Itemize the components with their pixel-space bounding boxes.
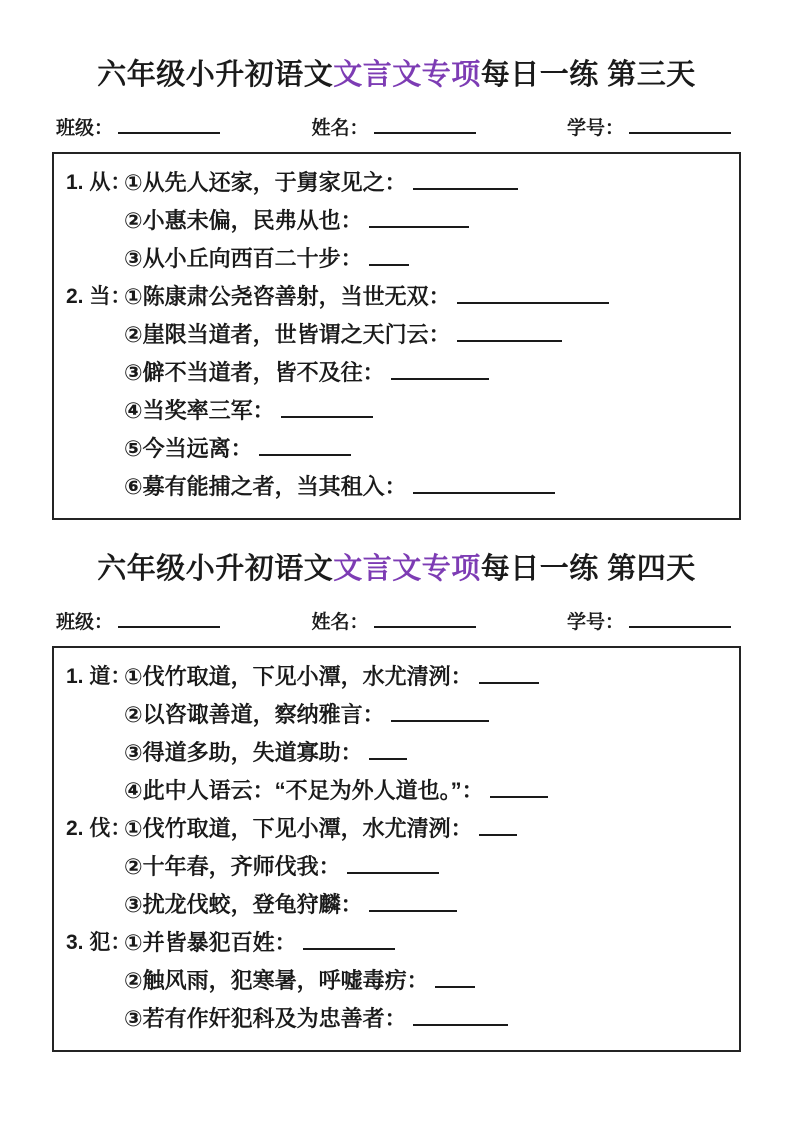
- student-id-input-line[interactable]: [629, 613, 731, 628]
- question-item: [124, 810, 727, 848]
- question-item: [124, 202, 727, 240]
- name-field: [311, 607, 475, 634]
- section-title: [52, 52, 741, 93]
- question-text: ①陈康肃公尧咨善射，当世无双：: [124, 284, 451, 309]
- question-item: [124, 962, 727, 1000]
- group-label: 1. 从：: [66, 171, 132, 194]
- class-input-line[interactable]: [118, 613, 220, 628]
- answer-blank[interactable]: [259, 441, 351, 456]
- name-input-line[interactable]: [374, 613, 476, 628]
- answer-blank[interactable]: [391, 365, 489, 380]
- question-item: [124, 696, 727, 734]
- answer-blank[interactable]: [347, 859, 439, 874]
- group-items: [124, 164, 727, 278]
- answer-blank[interactable]: [369, 251, 409, 266]
- group-label: 1. 道：: [66, 665, 132, 688]
- question-text: ③僻不当道者，皆不及往：: [124, 360, 385, 385]
- question-item: [124, 772, 727, 810]
- student-id-input-line[interactable]: [629, 119, 731, 134]
- question-box: [52, 646, 741, 1052]
- title-prefix: 六年级小升初语文: [97, 59, 334, 91]
- group-label: 3. 犯：: [66, 931, 132, 954]
- section-title: [52, 546, 741, 587]
- question-item: [124, 734, 727, 772]
- question-item: [124, 848, 727, 886]
- question-box: [52, 152, 741, 520]
- question-group: [66, 810, 727, 924]
- name-field: [311, 113, 475, 140]
- question-item: [124, 316, 727, 354]
- question-text: ①从先人还家，于舅家见之：: [124, 170, 407, 195]
- question-item: [124, 924, 727, 962]
- answer-blank[interactable]: [479, 669, 539, 684]
- student-info-row: [56, 113, 731, 140]
- title-prefix: 六年级小升初语文: [97, 553, 334, 585]
- question-text: ①并皆暴犯百姓：: [124, 930, 297, 955]
- question-group: [66, 924, 727, 1038]
- group-label: 2. 伐：: [66, 817, 132, 840]
- answer-blank[interactable]: [457, 327, 562, 342]
- question-item: [124, 658, 727, 696]
- group-items: [124, 810, 727, 924]
- answer-blank[interactable]: [413, 1011, 508, 1026]
- question-item: [124, 164, 727, 202]
- answer-blank[interactable]: [369, 745, 407, 760]
- question-item: [124, 240, 727, 278]
- class-label: 班级：: [56, 118, 114, 139]
- answer-blank[interactable]: [303, 935, 395, 950]
- answer-blank[interactable]: [391, 707, 489, 722]
- title-suffix: 每日一练 第四天: [480, 553, 696, 585]
- group-items: [124, 658, 727, 810]
- answer-blank[interactable]: [490, 783, 548, 798]
- question-text: ③得道多助，失道寡助：: [124, 740, 363, 765]
- name-input-line[interactable]: [374, 119, 476, 134]
- class-label: 班级：: [56, 612, 114, 633]
- student-id-label: 学号：: [566, 612, 624, 633]
- question-text: ④当奖率三军：: [124, 398, 275, 423]
- question-item: [124, 468, 727, 506]
- question-item: [124, 886, 727, 924]
- question-text: ②十年春，齐师伐我：: [124, 854, 341, 879]
- question-text: ③从小丘向西百二十步：: [124, 246, 363, 271]
- question-text: ②崖限当道者，世皆谓之天门云：: [124, 322, 451, 347]
- question-text: ①伐竹取道，下见小潭，水尤清洌：: [124, 816, 473, 841]
- question-item: [124, 278, 727, 316]
- answer-blank[interactable]: [457, 289, 609, 304]
- answer-blank[interactable]: [413, 479, 555, 494]
- question-text: ②小惠未偏，民弗从也：: [124, 208, 363, 233]
- title-highlight: 文言文专项: [333, 59, 481, 91]
- question-item: [124, 430, 727, 468]
- student-info-row: [56, 607, 731, 634]
- question-text: ③若有作奸犯科及为忠善者：: [124, 1006, 407, 1031]
- student-id-field: [567, 113, 731, 140]
- title-highlight: 文言文专项: [333, 553, 481, 585]
- class-field: [56, 607, 220, 634]
- group-items: [124, 924, 727, 1038]
- answer-blank[interactable]: [479, 821, 517, 836]
- answer-blank[interactable]: [369, 897, 457, 912]
- worksheet-section: [52, 52, 741, 520]
- answer-blank[interactable]: [435, 973, 475, 988]
- question-text: ③扰龙伐蛟，登龟狩麟：: [124, 892, 363, 917]
- answer-blank[interactable]: [369, 213, 469, 228]
- question-text: ②触风雨，犯寒暑，呼嘘毒疠：: [124, 968, 429, 993]
- question-text: ①伐竹取道，下见小潭，水尤清洌：: [124, 664, 473, 689]
- question-item: [124, 392, 727, 430]
- question-text: ⑥募有能捕之者，当其租入：: [124, 474, 407, 499]
- group-items: [124, 278, 727, 506]
- question-group: [66, 658, 727, 810]
- question-item: [124, 1000, 727, 1038]
- answer-blank[interactable]: [281, 403, 373, 418]
- title-suffix: 每日一练 第三天: [480, 59, 696, 91]
- class-input-line[interactable]: [118, 119, 220, 134]
- student-id-field: [567, 607, 731, 634]
- question-group: [66, 164, 727, 278]
- name-label: 姓名：: [311, 118, 369, 139]
- answer-blank[interactable]: [413, 175, 518, 190]
- question-text: ④此中人语云：“不足为外人道也。”：: [124, 778, 484, 803]
- group-label: 2. 当：: [66, 285, 132, 308]
- name-label: 姓名：: [311, 612, 369, 633]
- student-id-label: 学号：: [566, 118, 624, 139]
- class-field: [56, 113, 220, 140]
- worksheet-section: [52, 546, 741, 1052]
- question-text: ⑤今当远离：: [124, 436, 253, 461]
- question-group: [66, 278, 727, 506]
- question-item: [124, 354, 727, 392]
- question-text: ②以咨诹善道，察纳雅言：: [124, 702, 385, 727]
